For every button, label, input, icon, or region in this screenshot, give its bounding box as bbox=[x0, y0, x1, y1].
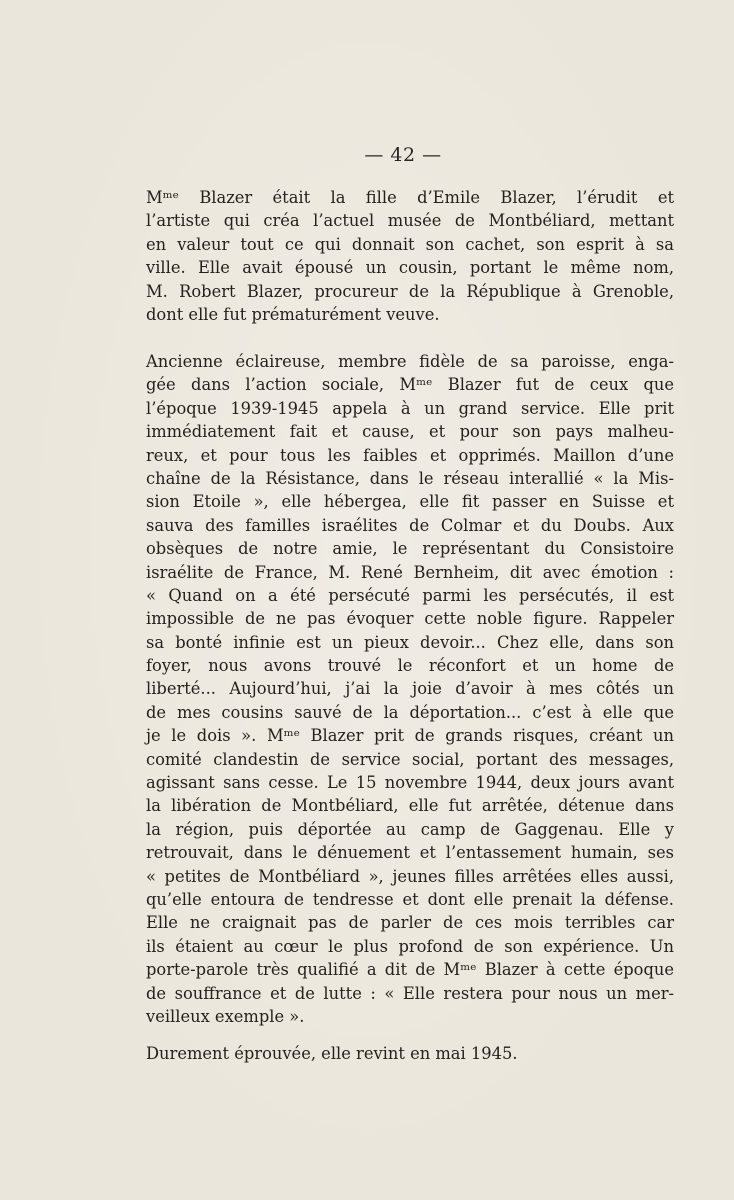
text-line: Elle ne craignait pas de parler de ces mois terribles car bbox=[146, 913, 674, 933]
text-line: « petites de Montbéliard », jeunes filles arrêtées elles aussi, bbox=[146, 866, 674, 886]
text-line: ils étaient au cœur le plus profond de son expérience. Un bbox=[146, 936, 674, 956]
text-line: de souffrance et de lutte : « Elle restera pour nous un mer- bbox=[146, 983, 674, 1003]
text-line: la région, puis déportée au camp de Gaggenau. Elle y bbox=[146, 819, 674, 839]
text-line: l’époque 1939-1945 appela à un grand service. Elle prit bbox=[146, 398, 674, 418]
text-line: sauva des familles israélites de Colmar et du Doubs. Aux bbox=[146, 515, 674, 535]
text-line: de mes cousins sauvé de la déportation... c’est à elle que bbox=[146, 702, 674, 722]
text-line: en valeur tout ce qui donnait son cachet, son esprit à sa bbox=[146, 234, 674, 254]
text-line: Durement éprouvée, elle revint en mai 1945. bbox=[146, 1044, 518, 1063]
text-line: retrouvait, dans le dénuement et l’entassement humain, ses bbox=[146, 843, 674, 863]
text-line: je le dois ». Mᵐᵉ Blazer prit de grands risques, créant un bbox=[146, 726, 674, 746]
text-line: la libération de Montbéliard, elle fut arrêtée, détenue dans bbox=[146, 796, 674, 816]
text-line: M. Robert Blazer, procureur de la République à Grenoble, bbox=[146, 281, 674, 301]
text-line: « Quand on a été persécuté parmi les persécutés, il est bbox=[146, 585, 674, 605]
text-line: gée dans l’action sociale, Mᵐᵉ Blazer fut de ceux que bbox=[146, 375, 674, 395]
text-line: porte-parole très qualifié a dit de Mᵐᵉ Blazer à cette époque bbox=[146, 960, 674, 980]
text-line: qu’elle entoura de tendresse et dont elle prenait la défense. bbox=[146, 889, 674, 909]
text-line: obsèques de notre amie, le représentant du Consistoire bbox=[146, 539, 674, 559]
text-line: l’artiste qui créa l’actuel musée de Montbéliard, mettant bbox=[146, 211, 674, 231]
text-line: Mᵐᵉ Blazer était la fille d’Emile Blazer, l’érudit et bbox=[146, 188, 674, 207]
text-line: Ancienne éclaireuse, membre fidèle de sa paroisse, enga- bbox=[146, 352, 674, 371]
paragraph-1 bbox=[146, 186, 674, 326]
page-number: — 42 — bbox=[364, 144, 442, 166]
text-line: agissant sans cesse. Le 15 novembre 1944, deux jours avant bbox=[146, 773, 674, 793]
text-line: immédiatement fait et cause, et pour son pays malheu- bbox=[146, 422, 674, 442]
text-line: chaîne de la Résistance, dans le réseau interallié « la Mis- bbox=[146, 468, 674, 488]
paragraph-2 bbox=[146, 350, 674, 1028]
text-line: ville. Elle avait épousé un cousin, portant le même nom, bbox=[146, 258, 674, 278]
text-line: sion Etoile », elle hébergea, elle fit passer en Suisse et bbox=[146, 492, 674, 512]
text-line: reux, et pour tous les faibles et opprimés. Maillon d’une bbox=[146, 445, 674, 465]
text-line: veilleux exemple ». bbox=[146, 1006, 305, 1026]
paragraph-3 bbox=[146, 1042, 674, 1065]
text-line: sa bonté infinie est un pieux devoir... Chez elle, dans son bbox=[146, 632, 674, 652]
text-line: impossible de ne pas évoquer cette noble figure. Rappeler bbox=[146, 609, 674, 629]
text-line: liberté... Aujourd’hui, j’ai la joie d’avoir à mes côtés un bbox=[146, 679, 674, 699]
text-line: foyer, nous avons trouvé le réconfort et un home de bbox=[146, 656, 674, 676]
text-line: comité clandestin de service social, portant des messages, bbox=[146, 749, 674, 769]
text-line: dont elle fut prématurément veuve. bbox=[146, 304, 440, 324]
text-line: israélite de France, M. René Bernheim, dit avec émotion : bbox=[146, 562, 674, 582]
